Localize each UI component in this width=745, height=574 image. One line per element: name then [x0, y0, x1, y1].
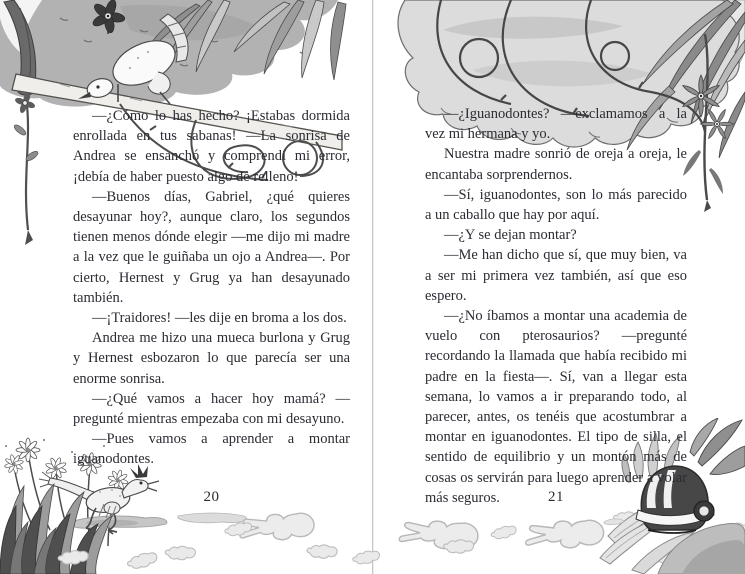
left-page-number: 20 — [203, 489, 220, 505]
paragraph: —¿Y se dejan montar? — [444, 227, 577, 244]
paragraph: Andrea me hizo una mueca burlona y Grug y Hernest esbozaron lo que parecía ser una enorme sonrisa. — [73, 330, 350, 387]
paragraph: —¿Iguanodontes? —exclamamos a la vez mi hermana y yo. — [425, 106, 687, 143]
right-page-number: 21 — [548, 489, 564, 505]
right-page-text — [425, 104, 687, 508]
paragraph: —Pues vamos a aprender a montar iguanodontes. — [73, 431, 350, 468]
paragraph: —¿No íbamos a montar una academia de vuelo con pterosaurios? —pregunté recordando la llamada que había recibido mi padre en la fiesta—. Sí, van a llegar esta semana, lo vamos a ir preparando todo, al parecer, antes, os tenéis que acostumbrar a montar en iguanodontes. El tipo de silla, el sentido de equilibrio y un montón más de cosas os servirán para luego aprender a volar más seguros. — [425, 308, 687, 506]
paragraph: —Buenos días, Gabriel, ¿qué quieres desayunar hoy?, aunque claro, los segundos tienen menos dónde elegir —me dijo mi madre a la vez que le guiñaba un ojo a Andrea—. Por cierto, Hernest y Grug ya han desayunado también. — [73, 188, 350, 306]
paragraph: —¿Qué vamos a hacer hoy mamá? —pregunté mientras empezaba con mi desayuno. — [73, 390, 350, 428]
left-page-text — [73, 106, 350, 470]
paragraph: —¿Cómo lo has hecho? ¡Estabas dormida enrollada en tus sabanas! —La sonrisa de Andrea se ensanchó y comprendí mi error, ¡debía de haber puesto algo de relleno! — [73, 108, 350, 185]
paragraph: Nuestra madre sonrió de oreja a oreja, le encantaba sorprendernos. — [425, 146, 687, 183]
paragraph: —Sí, iguanodontes, son lo más parecido a un caballo que hay por aquí. — [425, 186, 687, 224]
dark-leaves — [690, 418, 745, 475]
paragraph: —Me han dicho que sí, que muy bien, va a ser mi primera vez también, así que eso espero. — [425, 247, 687, 304]
hanging-stem-flower — [13, 92, 40, 245]
paragraph: —¡Traidores! —les dije en broma a los dos. — [92, 310, 347, 327]
